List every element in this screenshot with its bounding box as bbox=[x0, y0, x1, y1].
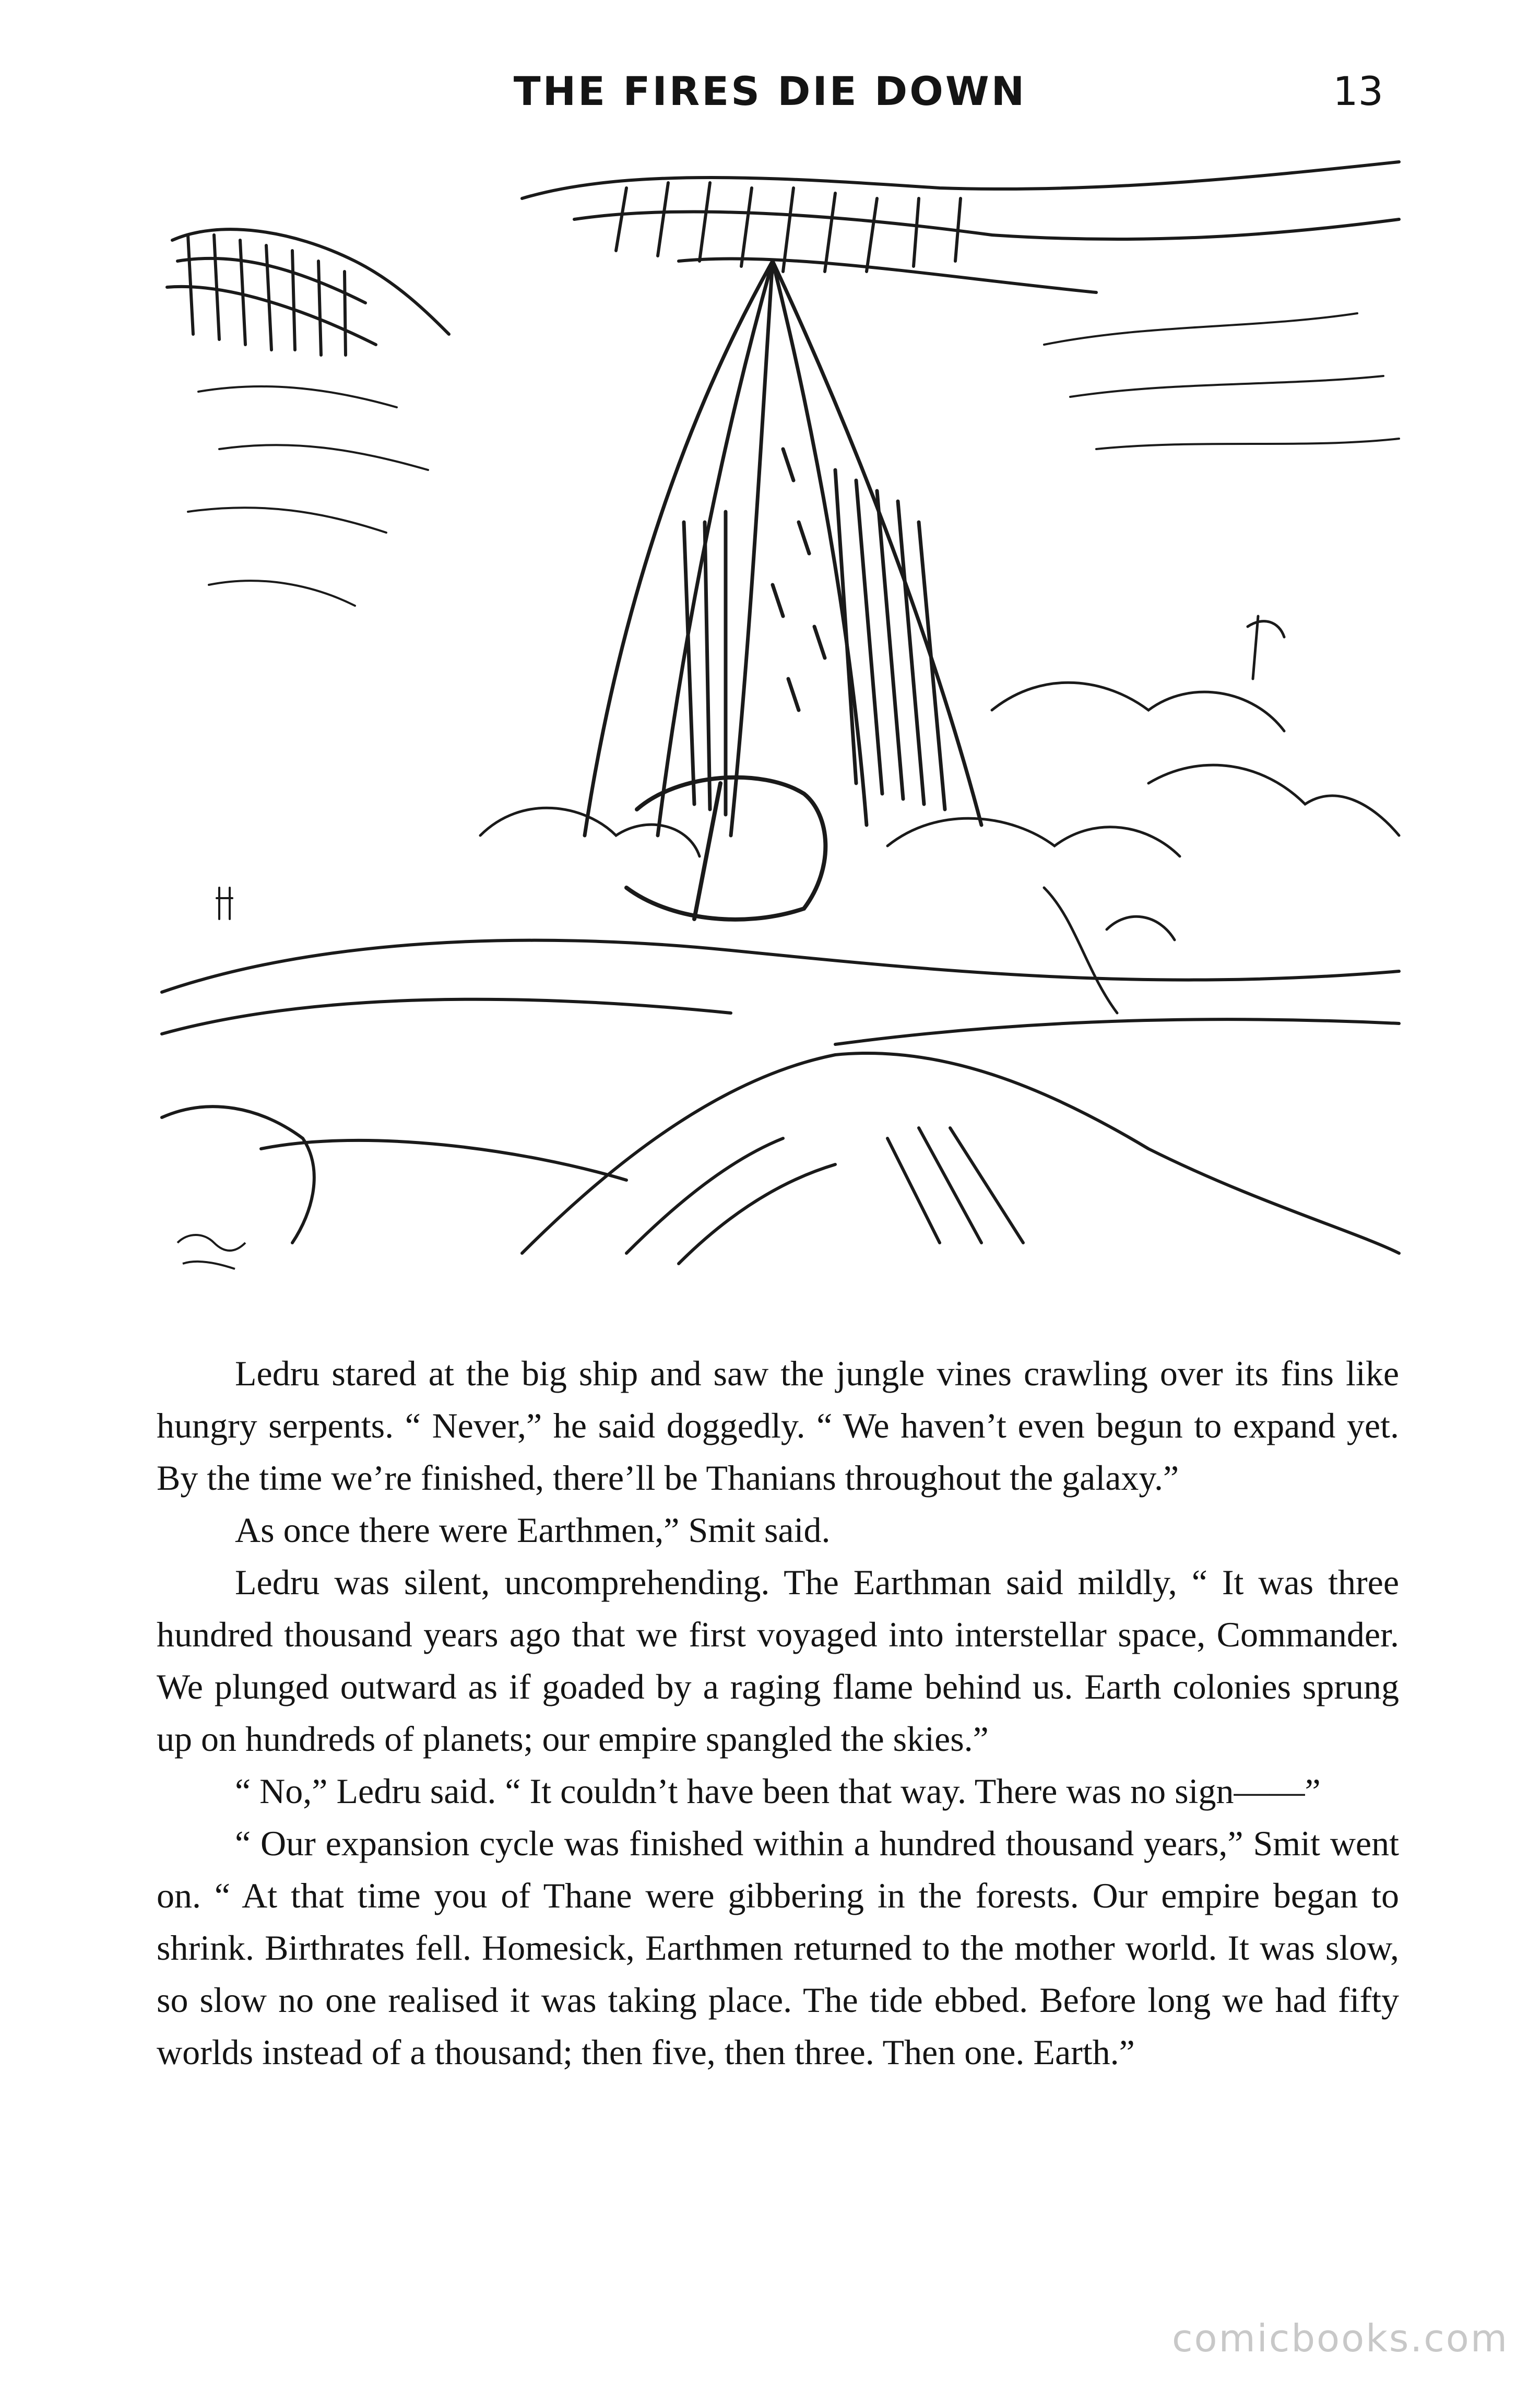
paragraph: “ Our expansion cycle was finished within a hundred thousand years,” Smit went on. “ At that time you of Thane were gibbering in the forests. Our empire began to shrink. Birthrates fell. Homesick, Earthmen returned to the mother world. It was slow, so slow no one realised it was taking place. The tide ebbed. Before long we had fifty worlds instead of a thousand; then five, then three. Then one. Earth.” bbox=[157, 1823, 1399, 2072]
watermark: comicbooks.com bbox=[1171, 2316, 1509, 2360]
cloud-right bbox=[522, 162, 1399, 292]
paragraph: “ No,” Ledru said. “ It couldn’t have been that way. There was no sign——” bbox=[235, 1771, 1321, 1811]
rocket-ship bbox=[585, 261, 981, 835]
page-number: 13 bbox=[1333, 68, 1383, 114]
illustration-drawing bbox=[157, 157, 1409, 1295]
tiny-figures bbox=[217, 888, 232, 919]
terrain bbox=[162, 940, 1399, 1264]
running-title: THE FIRES DIE DOWN bbox=[513, 68, 1027, 114]
jungle-vegetation bbox=[480, 616, 1399, 1013]
artist-signature bbox=[177, 1235, 245, 1269]
paragraph: Ledru stared at the big ship and saw the jungle vines crawling over its fins like hungry serpents. “ Never,” he said doggedly. “ We haven’t even begun to expand yet. By the time we’re finished, there’ll be Thanians throughout the galaxy.” bbox=[157, 1353, 1399, 1498]
cloud-left bbox=[167, 229, 449, 355]
illustration bbox=[157, 157, 1409, 1295]
running-head bbox=[0, 63, 1540, 120]
paragraph: Ledru was silent, uncomprehending. The Earthman said mildly, “ It was three hundred thousand years ago that we first voyaged into interstellar space, Commander. We plunged outward as if goaded by a raging flame behind us. Earth colonies sprung up on hundreds of planets; our empire spangled the skies.” bbox=[157, 1562, 1399, 1759]
body-text bbox=[157, 1347, 1399, 2078]
paragraph: As once there were Earthmen,” Smit said. bbox=[235, 1510, 831, 1550]
